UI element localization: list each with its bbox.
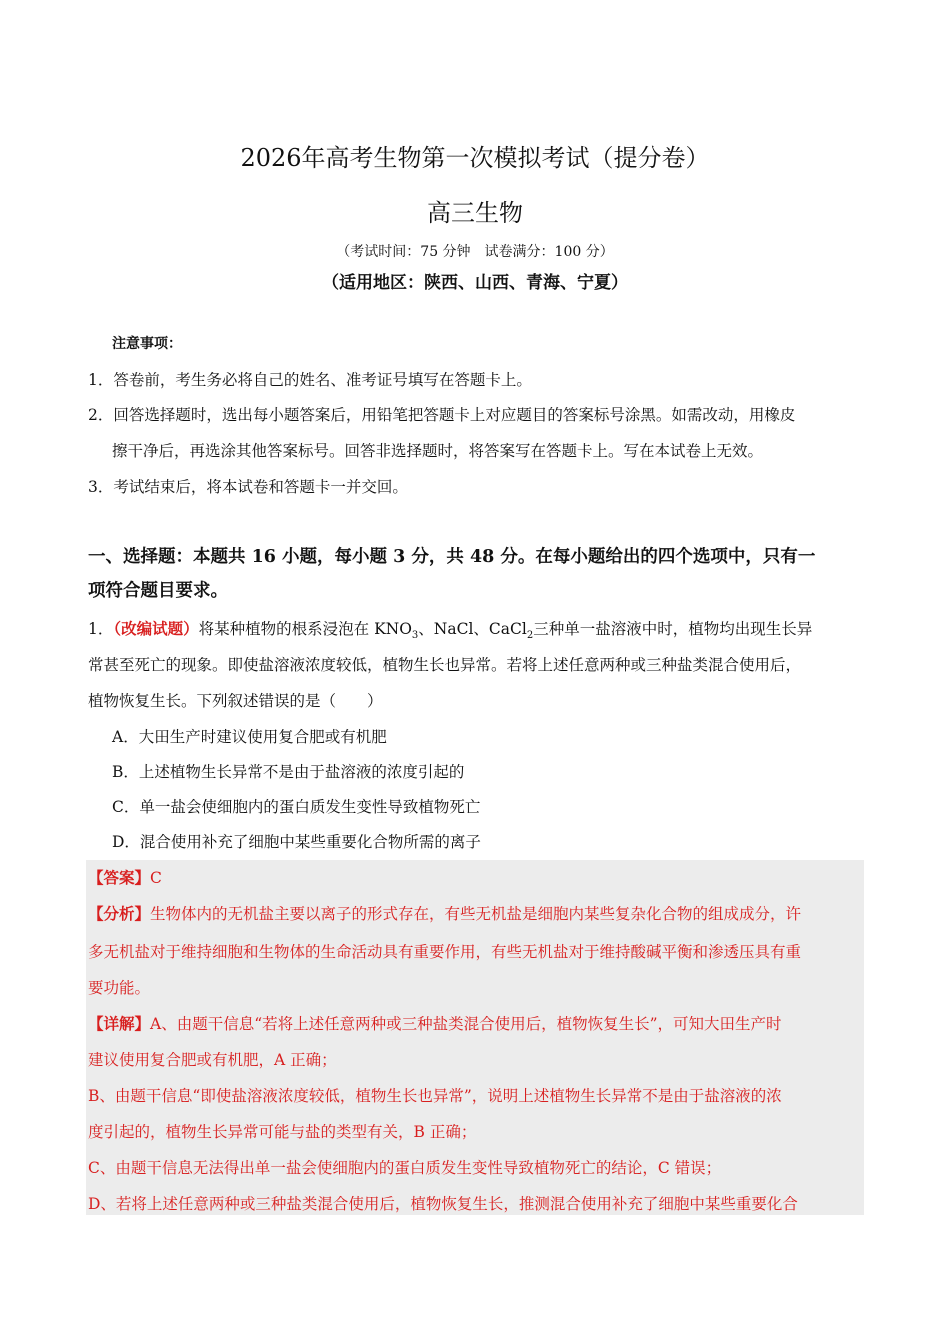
detail-line-3: B、由题干信息“即使盐溶液浓度较低，植物生长也异常”，说明上述植物生长异常不是由于盐溶液的浓 — [88, 1087, 782, 1105]
section-heading: 一、选择题：本题共 16 小题，每小题 3 分，共 48 分。在每小题给出的四个选项中，只有一 — [88, 547, 816, 567]
question-stem-line-2: 常甚至死亡的现象。即使盐溶液浓度较低，植物生长也异常。若将上述任意两种或三种盐类混合使用后， — [88, 656, 802, 674]
note-item-2: 2．回答选择题时，选出每小题答案后，用铅笔把答题卡上对应题目的答案标号涂黑。如需改动，用橡皮 — [88, 406, 796, 424]
section-heading-cont: 项符合题目要求。 — [88, 581, 228, 601]
note-item-1: 1．答卷前，考生务必将自己的姓名、准考证号填写在答题卡上。 — [88, 371, 532, 389]
subscript-2: 2 — [526, 630, 534, 642]
question-stem-line-1 — [88, 617, 812, 641]
region-note: （适用地区：陕西、山西、青海、宁夏） — [322, 273, 628, 293]
question-stem-part: 将某种植物的根系浸泡在 KNO — [198, 620, 412, 638]
question-tag: （改编试题） — [113, 619, 199, 638]
exam-title: 2026年高考生物第一次模拟考试（提分卷） — [240, 144, 710, 172]
analysis-line-3: 要功能。 — [88, 979, 151, 997]
analysis-line-2: 多无机盐对于维持细胞和生物体的生命活动具有重要作用，有些无机盐对于维持酸碱平衡和渗透压具有重 — [88, 943, 802, 961]
answer-line — [88, 866, 162, 888]
option-a: A．大田生产时建议使用复合肥或有机肥 — [112, 728, 387, 746]
analysis-text: 生物体内的无机盐主要以离子的形式存在，有些无机盐是细胞内某些复杂化合物的组成成分，许 — [150, 905, 802, 923]
detail-line-6: D、若将上述任意两种或三种盐类混合使用后，植物恢复生长，推测混合使用补充了细胞中某些重要化合 — [88, 1195, 798, 1213]
question-stem-part: 三种单一盐溶液中时，植物均出现生长异 — [533, 620, 813, 638]
note-item-2-cont: 擦干净后，再选涂其他答案标号。回答非选择题时，将答案写在答题卡上。写在本试卷上无效。 — [112, 442, 764, 460]
analysis-label: 【分析】 — [88, 904, 151, 923]
detail-line-2: 建议使用复合肥或有机肥，A 正确； — [88, 1051, 337, 1069]
note-item-3: 3．考试结束后，将本试卷和答题卡一并交回。 — [88, 478, 408, 496]
question-number: 1． — [88, 620, 114, 638]
detail-label: 【详解】 — [88, 1014, 151, 1033]
analysis-line-1 — [88, 902, 801, 924]
option-b: B．上述植物生长异常不是由于盐溶液的浓度引起的 — [112, 763, 465, 781]
notes-heading: 注意事项： — [112, 336, 182, 352]
option-d: D．混合使用补充了细胞中某些重要化合物所需的离子 — [112, 833, 481, 851]
question-stem-part: 、NaCl、CaCl — [418, 620, 527, 638]
question-stem-line-3: 植物恢复生长。下列叙述错误的是（ ） — [88, 692, 383, 710]
answer-value: C — [150, 869, 162, 887]
detail-text: A、由题干信息“若将上述任意两种或三种盐类混合使用后，植物恢复生长”，可知大田生产时 — [150, 1015, 782, 1033]
option-c: C．单一盐会使细胞内的蛋白质发生变性导致植物死亡 — [112, 798, 481, 816]
detail-line-1 — [88, 1012, 782, 1034]
detail-line-4: 度引起的，植物生长异常可能与盐的类型有关，B 正确； — [88, 1123, 477, 1141]
subscript-3: 3 — [411, 630, 419, 642]
answer-label: 【答案】 — [88, 868, 151, 887]
exam-subtitle: 高三生物 — [427, 199, 523, 227]
exam-info: （考试时间：75 分钟 试卷满分：100 分） — [336, 244, 614, 260]
detail-line-5: C、由题干信息无法得出单一盐会使细胞内的蛋白质发生变性导致植物死亡的结论，C 错误； — [88, 1159, 722, 1177]
